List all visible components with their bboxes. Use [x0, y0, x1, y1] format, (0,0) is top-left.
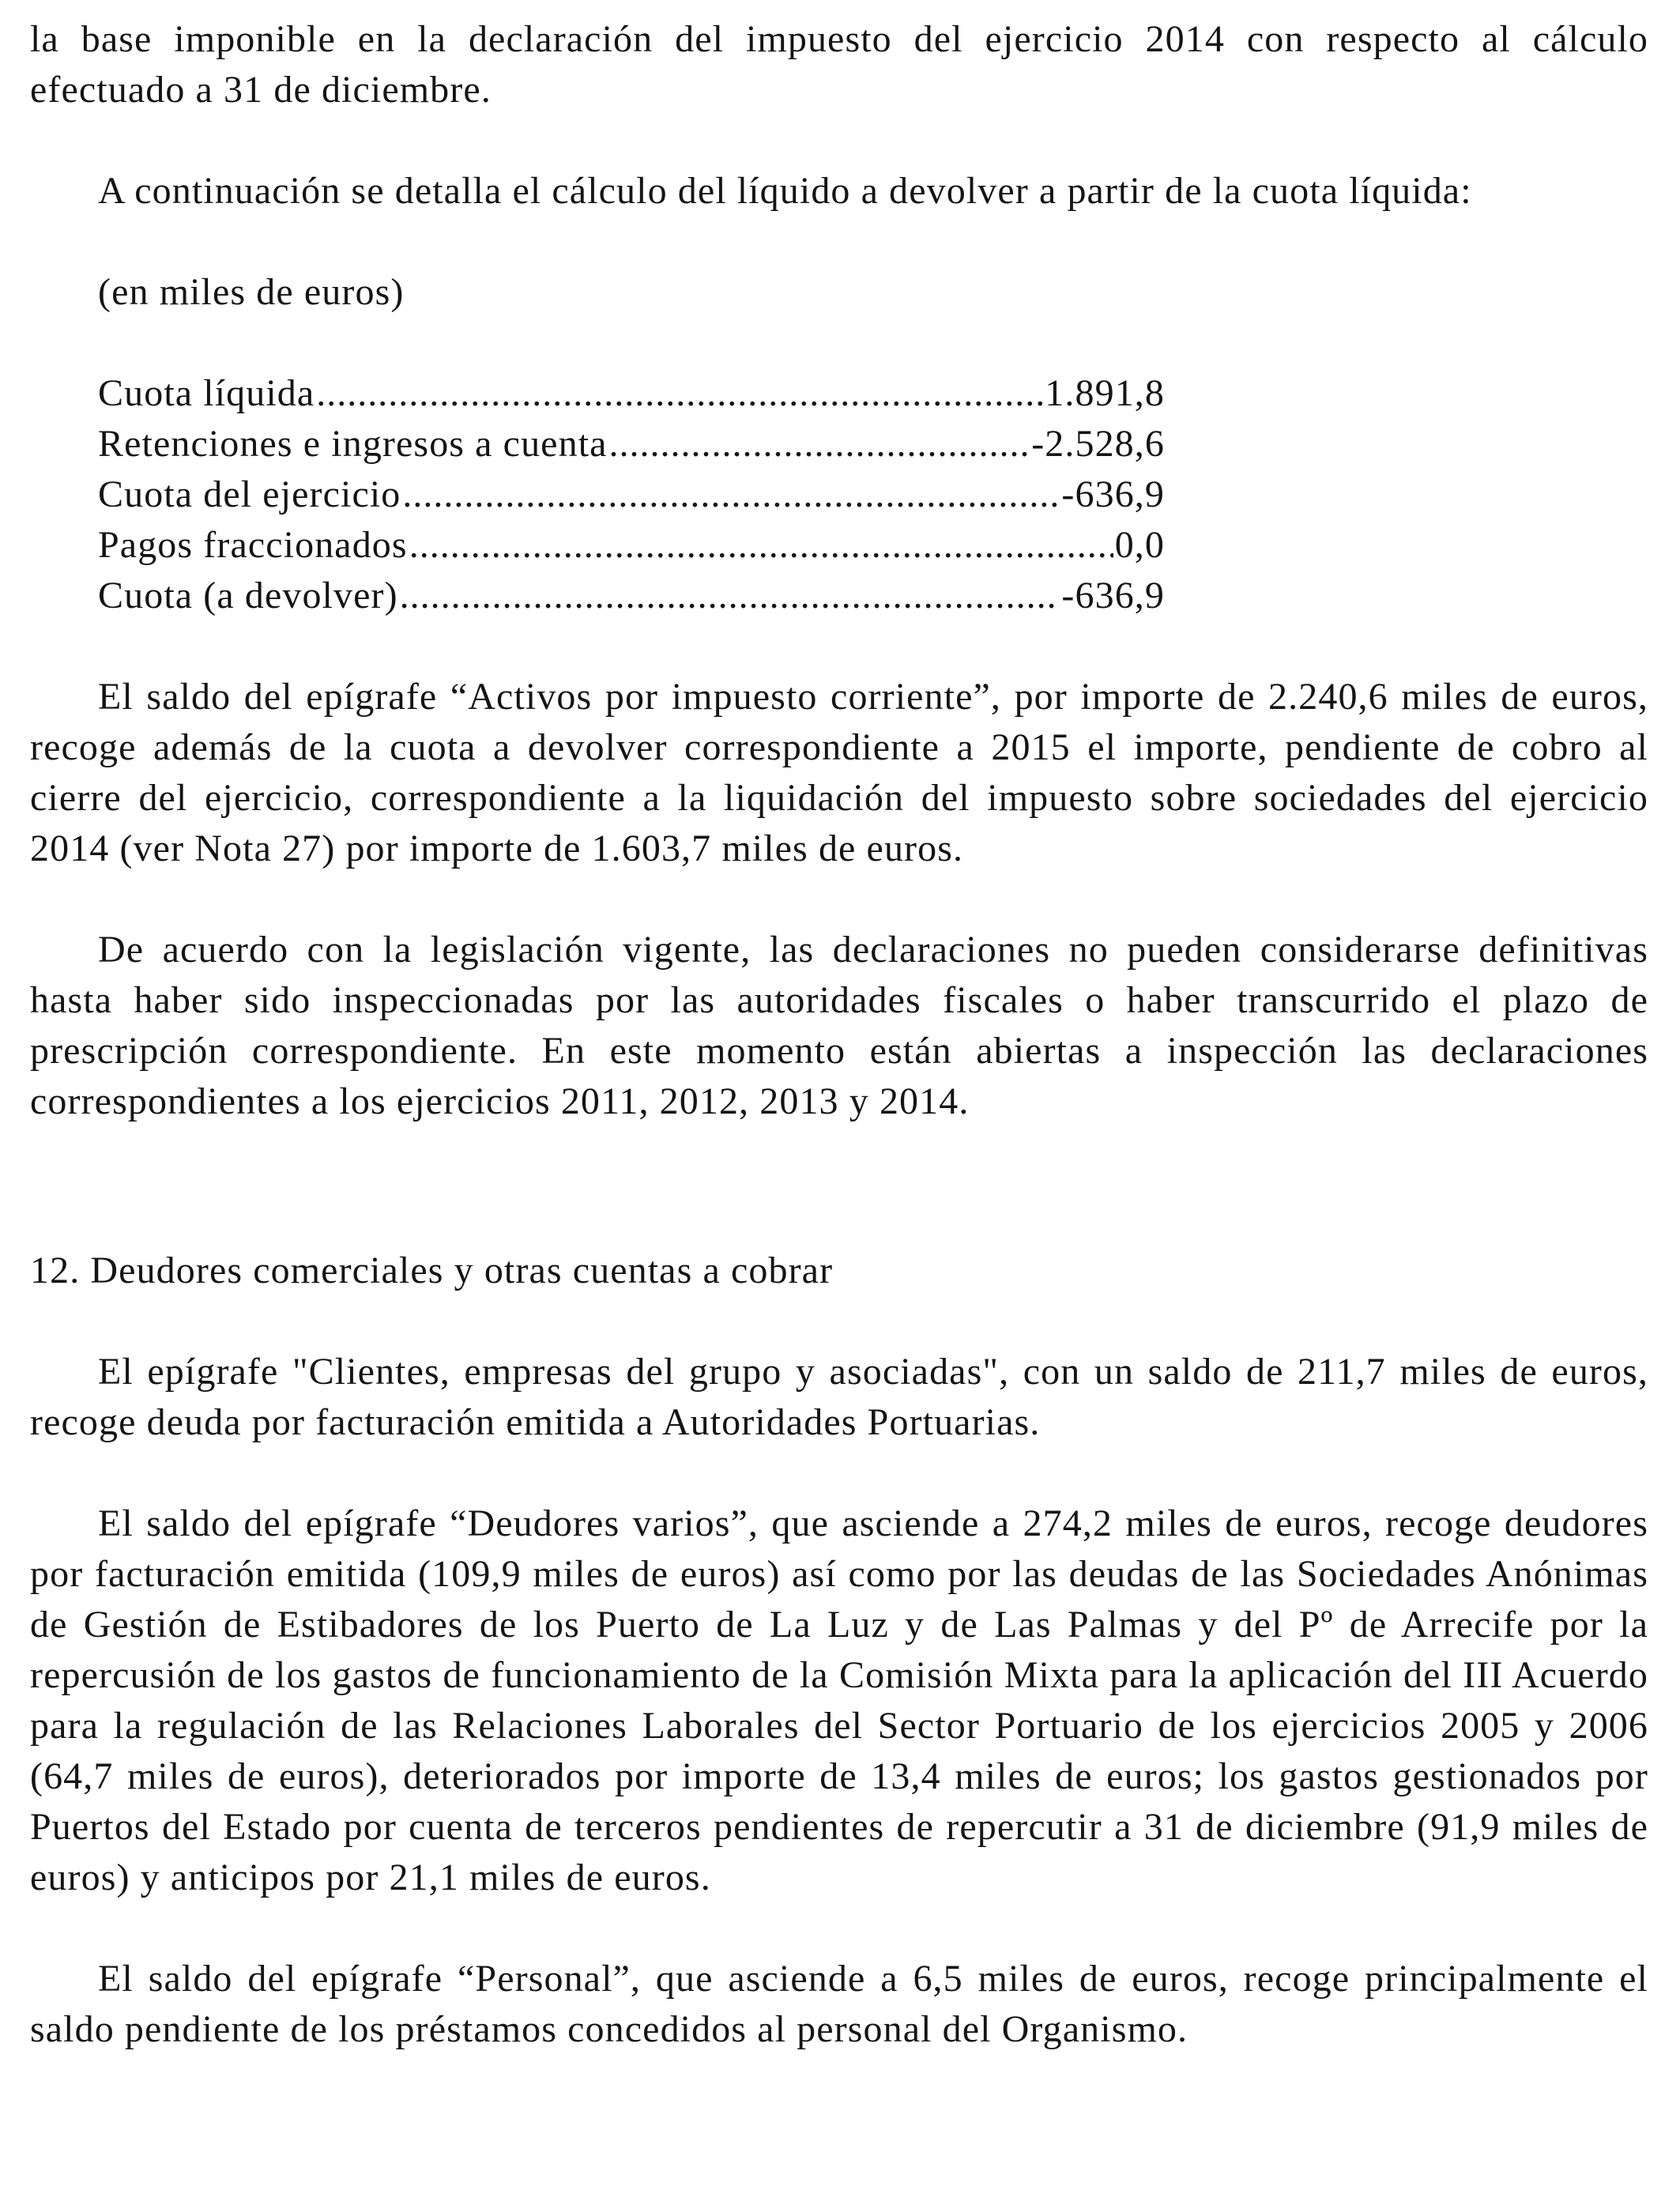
calculation-table: [98, 368, 1165, 621]
dot-leader: [400, 571, 1060, 621]
calc-label: Cuota líquida: [98, 372, 315, 414]
calc-label: Cuota (a devolver): [98, 575, 398, 616]
calc-value: -636,9: [1061, 575, 1165, 616]
calc-label: Retenciones e ingresos a cuenta: [98, 423, 608, 465]
dot-leader: [316, 368, 1043, 419]
paragraph-base-imponible: la base imponible en la declaración del impuesto del ejercicio 2014 con respecto al cálculo efectuado a 31 de diciembre.: [30, 18, 1648, 111]
dot-leader: [402, 469, 1060, 520]
calc-value: -636,9: [1061, 473, 1165, 515]
calc-row-cuota-liquida: [98, 368, 1165, 419]
dot-leader: [609, 419, 1030, 469]
calc-row-retenciones: [98, 419, 1165, 469]
calc-value: 0,0: [1114, 524, 1165, 566]
units-note: (en miles de euros): [98, 271, 405, 313]
calc-row-pagos-fraccionados: [98, 520, 1165, 571]
calc-label: Cuota del ejercicio: [98, 473, 401, 515]
calc-row-cuota-ejercicio: [98, 469, 1165, 520]
section-heading: 12. Deudores comerciales y otras cuentas a cobrar: [30, 1250, 834, 1291]
paragraph-calculo-intro: A continuación se detalla el cálculo del líquido a devolver a partir de la cuota líquida:: [98, 170, 1472, 212]
document-page: [30, 14, 1648, 2055]
calc-value: 1.891,8: [1045, 372, 1165, 414]
calc-label: Pagos fraccionados: [98, 524, 408, 566]
calc-value: -2.528,6: [1031, 423, 1165, 465]
paragraph-personal: El saldo del epígrafe “Personal”, que asciende a 6,5 miles de euros, recoge principalmente el saldo pendiente de los préstamos concedidos al personal del Organismo.: [30, 1958, 1648, 2050]
paragraph-deudores-varios: El saldo del epígrafe “Deudores varios”, que asciende a 274,2 miles de euros, recoge deudores por facturación emitida (109,9 miles de euros) así como por las deudas de las Sociedades Anónimas de Gestión de Estibadores de los Puerto de La Luz y de Las Palmas y del Pº de Arrecife por la repercusión de los gastos de funcionamiento de la Comisión Mixta para la aplicación del III Acuerdo para la regulación de las Relaciones Laborales del Sector Portuario de los ejercicios 2005 y 2006 (64,7 miles de euros), deteriorados por importe de 13,4 miles de euros; los gastos gestionados por Puertos del Estado por cuenta de terceros pendientes de repercutir a 31 de diciembre (91,9 miles de euros) y anticipos por 21,1 miles de euros.: [30, 1502, 1648, 1898]
dot-leader: [409, 520, 1113, 571]
paragraph-activos-impuesto: El saldo del epígrafe “Activos por impuesto corriente”, por importe de 2.240,6 miles de euros, recoge además de la cuota a devolver correspondiente a 2015 el importe, pendiente de cobro al cierre del ejercicio, correspondiente a la liquidación del impuesto sobre sociedades del ejercicio 2014 (ver Nota 27) por importe de 1.603,7 miles de euros.: [30, 676, 1648, 869]
paragraph-clientes: El epígrafe "Clientes, empresas del grupo y asociadas", con un saldo de 211,7 miles de euros, recoge deuda por facturación emitida a Autoridades Portuarias.: [30, 1351, 1648, 1443]
calc-row-cuota-devolver: [98, 571, 1165, 621]
paragraph-legislacion: De acuerdo con la legislación vigente, las declaraciones no pueden considerarse definitivas hasta haber sido inspeccionadas por las autoridades fiscales o haber transcurrido el plazo de prescripción correspondiente. En este momento están abiertas a inspección las declaraciones correspondientes a los ejercicios 2011, 2012, 2013 y 2014.: [30, 929, 1648, 1122]
